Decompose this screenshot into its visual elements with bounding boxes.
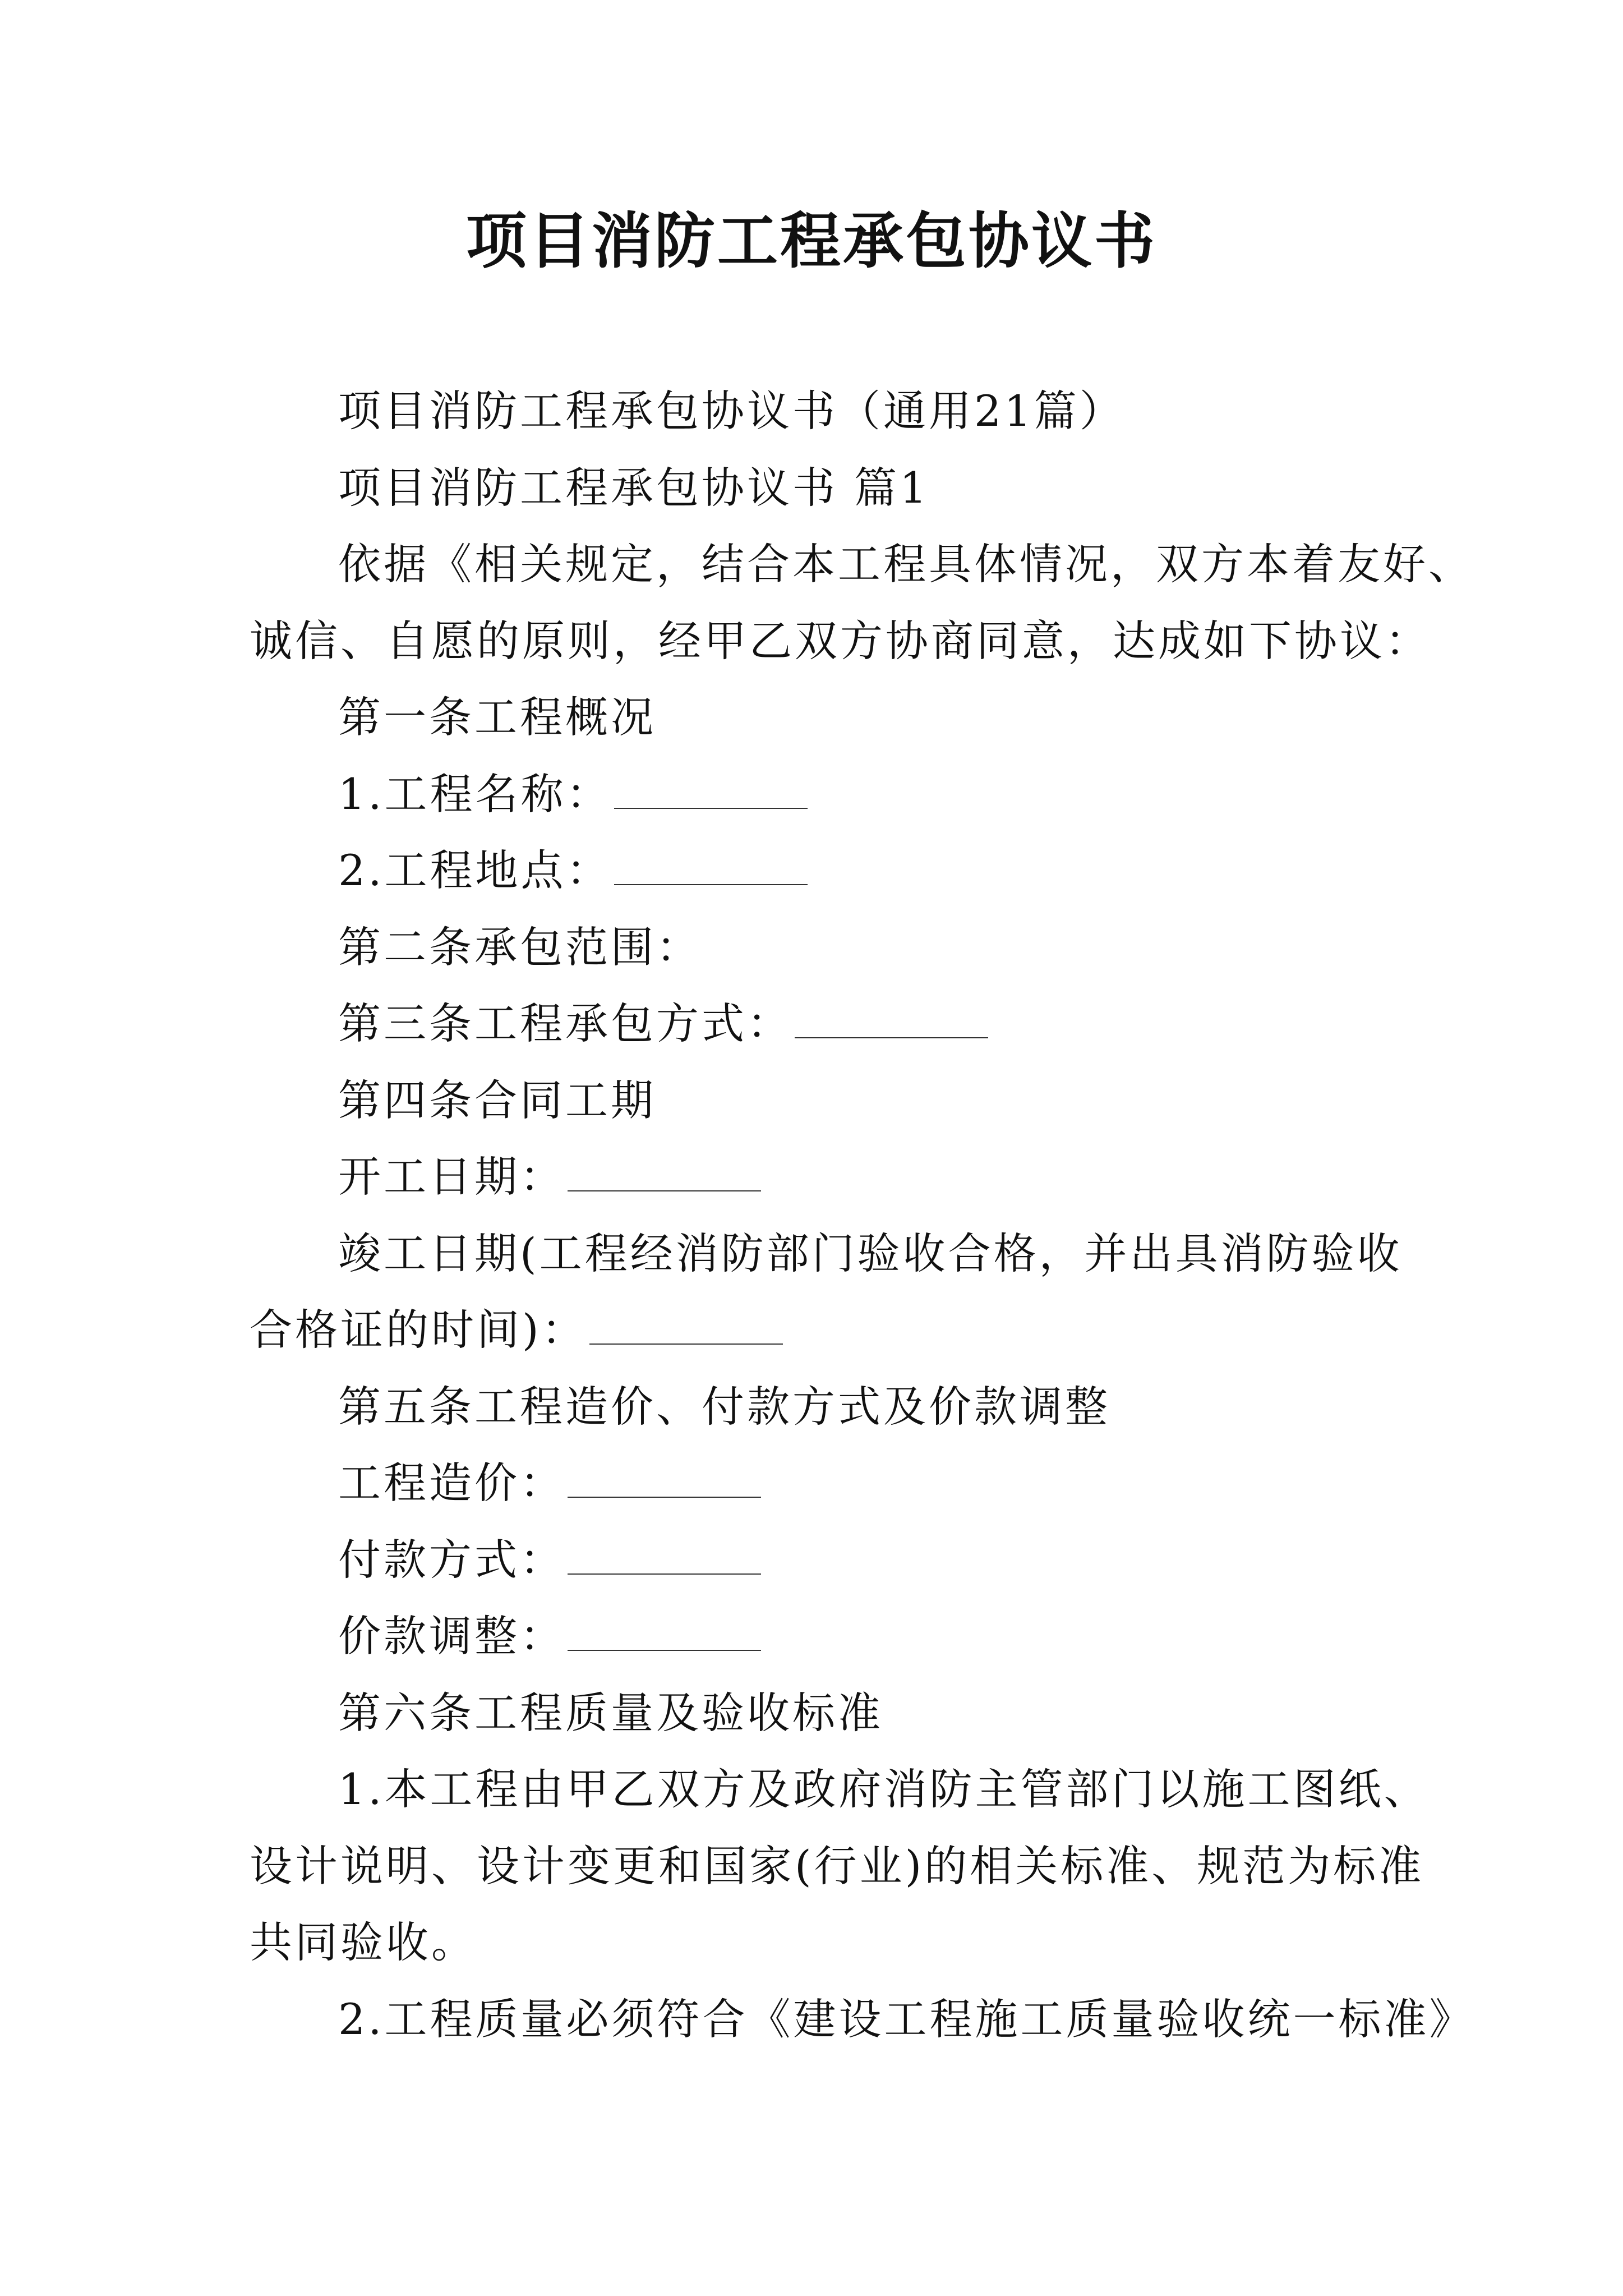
paragraph-line	[250, 1522, 1405, 1599]
fill-in-blank	[568, 1464, 761, 1498]
line-text: 开工日期：	[338, 1152, 565, 1202]
paragraph-line	[250, 450, 1405, 527]
fill-in-blank	[568, 1541, 761, 1575]
paragraph-line	[250, 756, 1405, 833]
line-text: 1.工程名称：	[338, 769, 612, 819]
paragraph-line	[250, 1062, 1405, 1139]
paragraph-line	[250, 986, 1405, 1062]
document-body	[250, 373, 1475, 2058]
line-text: 第五条工程造价、付款方式及价款调整	[338, 1381, 1110, 1432]
line-text: 工程造价：	[338, 1458, 565, 1508]
fill-in-blank	[568, 1158, 761, 1191]
paragraph-line	[250, 1904, 1405, 1981]
line-text: 诚信、自愿的原则，经甲乙双方协商同意，达成如下协议：	[250, 615, 1431, 666]
line-text: 第二条承包范围：	[338, 922, 702, 972]
line-text: 2.工程地点：	[338, 845, 612, 895]
line-text: 价款调整：	[338, 1611, 565, 1661]
line-text: 共同验收。	[250, 1917, 477, 1967]
paragraph-line	[250, 1751, 1430, 1828]
line-text: 依据《相关规定，结合本工程具体情况，双方本着友好、	[338, 539, 1474, 589]
paragraph-line	[250, 1598, 1405, 1675]
paragraph-line	[250, 1445, 1405, 1522]
paragraph-line	[250, 526, 1474, 603]
line-text: 合格证的时间)：	[250, 1305, 587, 1355]
paragraph-line	[250, 373, 1405, 450]
fill-in-blank	[568, 1617, 761, 1651]
paragraph-line	[250, 1216, 1405, 1292]
fill-in-blank	[614, 775, 808, 809]
fill-in-blank	[589, 1311, 783, 1345]
line-text: 1.本工程由甲乙双方及政府消防主管部门以施工图纸、	[338, 1764, 1430, 1814]
line-text: 第一条工程概况	[338, 692, 656, 742]
paragraph-line	[250, 1139, 1405, 1216]
line-text: 项目消防工程承包协议书 篇1	[338, 462, 930, 513]
line-text: 第三条工程承包方式：	[338, 999, 792, 1048]
paragraph-line	[250, 1828, 1424, 1905]
document-title: 项目消防工程承包协议书	[465, 206, 1157, 277]
paragraph-line	[250, 1981, 1475, 2058]
paragraph-line	[250, 1675, 1405, 1752]
line-text: 2.工程质量必须符合《建设工程施工质量验收统一标准》	[338, 1994, 1475, 2044]
line-text: 设计说明、设计变更和国家(行业)的相关标准、规范为标准	[250, 1841, 1424, 1891]
paragraph-line	[250, 832, 1405, 909]
paragraph-line	[250, 1292, 1405, 1369]
paragraph-line	[250, 679, 1405, 756]
line-text: 竣工日期(工程经消防部门验收合格，并出具消防验收	[338, 1228, 1403, 1278]
paragraph-line	[250, 1369, 1405, 1446]
paragraph-line	[250, 603, 1431, 680]
fill-in-blank	[614, 852, 808, 885]
line-text: 付款方式：	[338, 1534, 565, 1585]
line-text: 第四条合同工期	[338, 1075, 656, 1125]
line-text: 第六条工程质量及验收标准	[338, 1687, 883, 1738]
line-text: 项目消防工程承包协议书（通用21篇）	[338, 386, 1125, 436]
paragraph-line	[250, 909, 1405, 986]
fill-in-blank	[795, 1005, 988, 1038]
